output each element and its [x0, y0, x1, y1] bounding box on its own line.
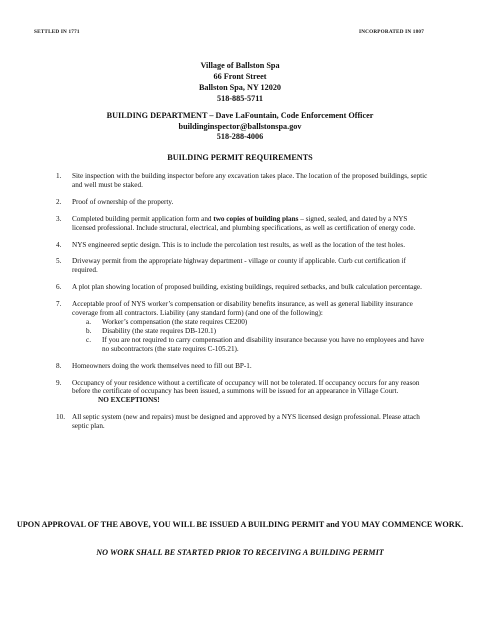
sub-item-letter: c. — [86, 335, 91, 344]
no-work-warning: NO WORK SHALL BE STARTED PRIOR TO RECEIVING A BUILDING PERMIT — [96, 548, 384, 557]
item-text: NYS engineered septic design. This is to include the percolation test results, as well as the location of the test holes. — [72, 240, 406, 249]
sub-item-text: Worker’s compensation (the state requires CE200) — [102, 317, 248, 326]
item-text: A plot plan showing location of proposed building, existing buildings, required setbacks, and bulk calculation percentage. — [72, 283, 422, 292]
sub-item — [86, 318, 431, 327]
item-text: Acceptable proof of NYS worker’s compensation or disability benefits insurance, as well as general liability insurance coverage from all contractors. Liability (any standard form) (and one of the following): — [72, 300, 413, 318]
requirements-title: BUILDING PERMIT REQUIREMENTS — [167, 153, 313, 162]
item-text: Proof of ownership of the property. — [72, 197, 174, 206]
list-item — [56, 362, 431, 371]
item-number: 7. — [56, 300, 62, 309]
list-item — [56, 413, 431, 431]
list-item — [56, 379, 431, 406]
item-text-continued: – signed, sealed, and dated by a NYS licensed professional. Include structural, electrical, and plumbing specifications, as well as certification of energy code. — [72, 214, 416, 232]
village-name: Village of Ballston Spa — [200, 61, 280, 70]
item-number: 5. — [56, 257, 62, 266]
sub-item — [86, 336, 431, 354]
sub-item-text: If you are not required to carry compensation and disability insurance because you have no employees and have no subcontractors (the state requires C-105.21). — [102, 335, 424, 353]
sub-item-text: Disability (the state requires DB-120.1) — [102, 326, 216, 335]
item-text: Site inspection with the building inspector before any excavation takes place. The location of the proposed buildings, septic and well must be staked. — [72, 172, 428, 189]
approval-statement: UPON APPROVAL OF THE ABOVE, YOU WILL BE ISSUED A BUILDING PERMIT and YOU MAY COMMENCE WORK. — [16, 520, 464, 529]
item-text: Completed building permit application form and — [72, 214, 214, 223]
department-phone: 518-288-4006 — [216, 132, 264, 141]
village-address-block — [0, 60, 480, 104]
village-street: 66 Front Street — [213, 72, 267, 81]
department-block — [0, 111, 480, 143]
incorporated-label: INCORPORATED IN 1807 — [358, 29, 424, 35]
no-exceptions-text: NO EXCEPTIONS! — [98, 396, 160, 405]
item-bold-text: two copies of building plans — [213, 214, 299, 223]
item-text: Occupancy of your residence without a certificate of occupancy will not be tolerated. If occupancy occurs for any reason before the certificate of occupancy has been issued, a summons will be issued for an appearance in Village Court. — [72, 378, 420, 396]
list-item — [56, 215, 431, 233]
department-title: BUILDING DEPARTMENT – Dave LaFountain, Code Enforcement Officer — [106, 111, 374, 120]
item-text: Homeowners doing the work themselves need to fill out BP-1. — [72, 361, 252, 370]
item-number: 9. — [56, 378, 62, 387]
list-item — [56, 241, 431, 250]
list-item — [56, 172, 431, 190]
requirements-list — [56, 172, 431, 431]
sub-item — [86, 327, 431, 336]
list-item — [56, 283, 431, 292]
list-item — [56, 300, 431, 353]
item-number: 6. — [56, 283, 62, 292]
item-text: Driveway permit from the appropriate highway department - village or county if applicable. Curb cut certification if required. — [72, 257, 406, 275]
list-item — [56, 198, 431, 207]
item-number: 4. — [56, 240, 62, 249]
list-item — [56, 257, 431, 275]
department-email: buildinginspector@ballstonspa.gov — [178, 121, 302, 131]
item-text: All septic system (new and repairs) must be designed and approved by a NYS licensed design professional. Please attach septic plan. — [72, 413, 420, 431]
item-number: 2. — [56, 197, 62, 206]
village-phone: 518-885-5711 — [217, 94, 263, 103]
settled-label: SETTLED IN 1771 — [34, 29, 80, 35]
sub-item-letter: b. — [86, 326, 92, 335]
item-number: 10. — [56, 413, 65, 422]
item-number: 3. — [56, 214, 62, 223]
item-number: 1. — [56, 172, 62, 180]
item-number: 8. — [56, 361, 62, 370]
sub-item-letter: a. — [86, 317, 91, 326]
village-city: Ballston Spa, NY 12020 — [198, 83, 282, 92]
